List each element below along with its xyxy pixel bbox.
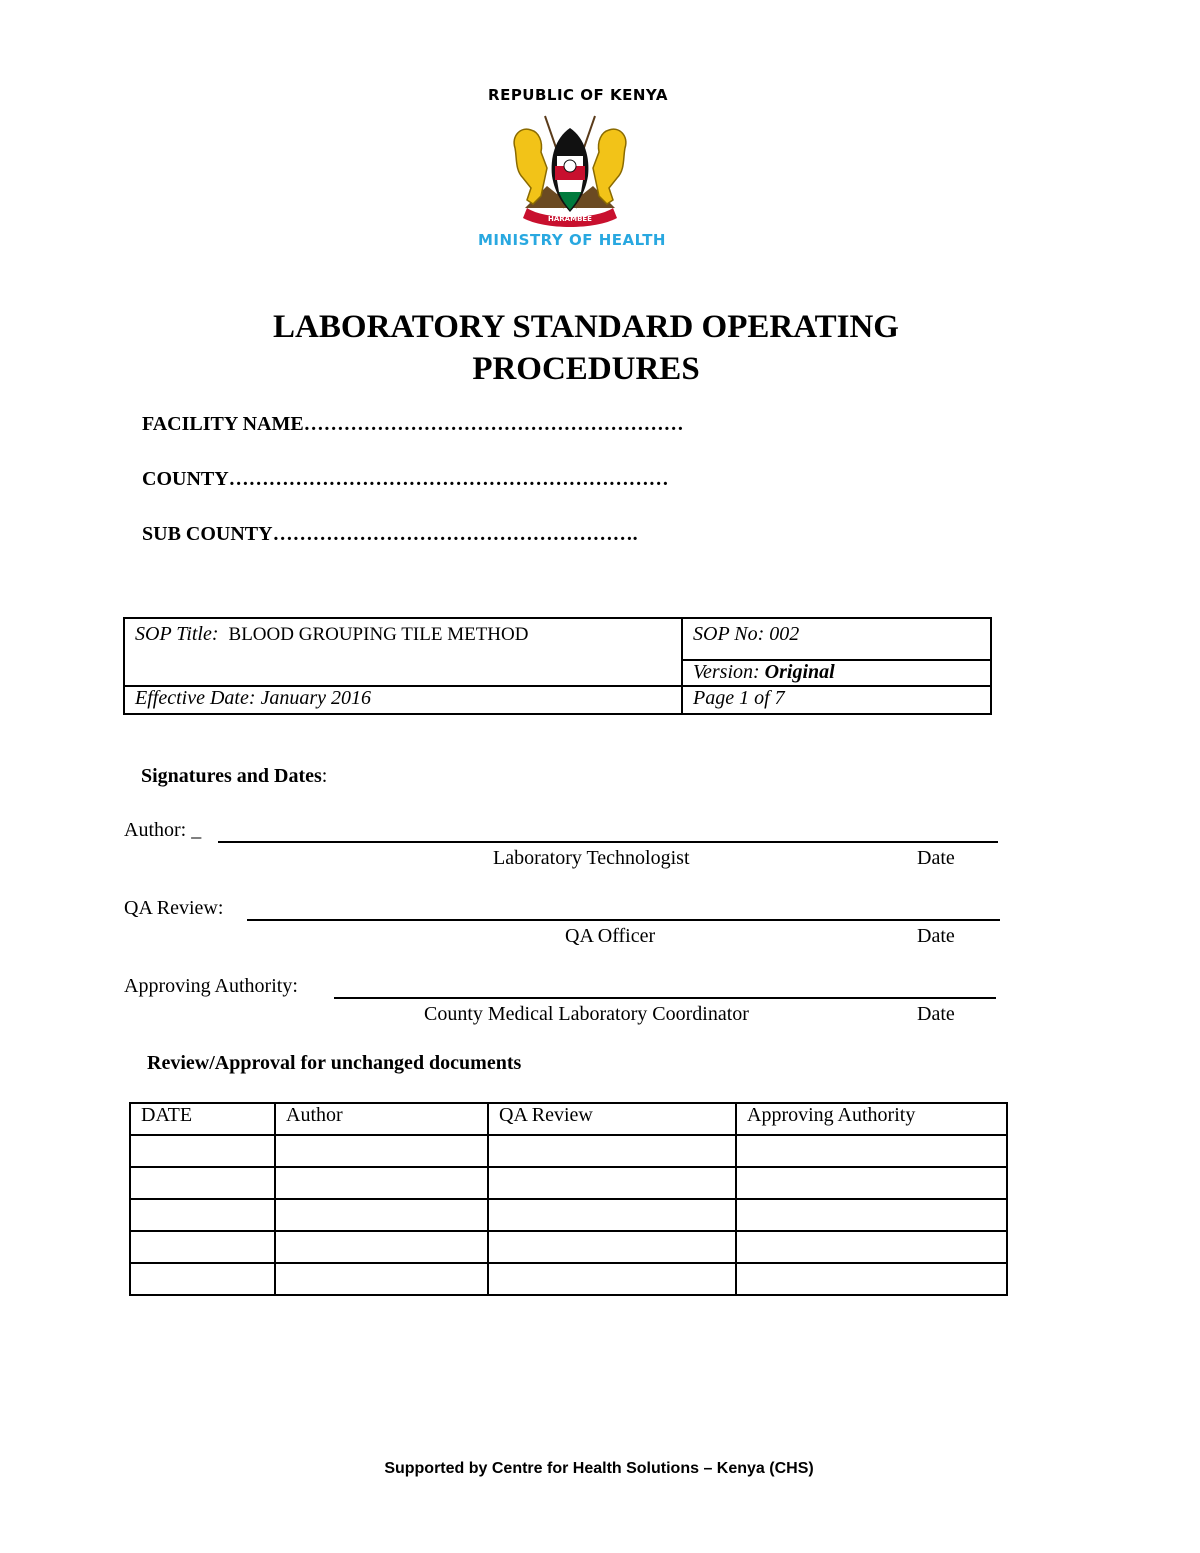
title-line-1: LABORATORY STANDARD OPERATING — [273, 309, 899, 345]
author-role: Laboratory Technologist — [493, 847, 690, 869]
signatures-heading-text: Signatures and Dates — [141, 765, 322, 787]
review-approval-heading: Review/Approval for unchanged documents — [147, 1052, 522, 1074]
table-cell[interactable] — [736, 1167, 1007, 1199]
table-cell[interactable] — [488, 1135, 736, 1167]
county-field: COUNTY………………………………………………………… — [142, 468, 669, 490]
table-row — [130, 1167, 1007, 1199]
table-row — [130, 1135, 1007, 1167]
author-date-label: Date — [917, 847, 955, 869]
approving-authority-label: Approving Authority: — [124, 975, 298, 997]
sop-version-cell — [682, 660, 991, 686]
table-cell[interactable] — [736, 1135, 1007, 1167]
sop-version-value: Original — [764, 661, 835, 683]
column-header-approving-authority: Approving Authority — [736, 1103, 1007, 1135]
author-signature-line[interactable] — [218, 841, 998, 843]
footer-supported-by: Supported by Centre for Health Solutions – Kenya (CHS) — [384, 1460, 814, 1477]
table-cell[interactable] — [488, 1263, 736, 1295]
table-cell[interactable] — [130, 1135, 275, 1167]
signatures-heading-colon: : — [321, 765, 328, 787]
sop-page-cell: Page 1 of 7 — [682, 686, 991, 714]
author-label: Author: _ — [124, 819, 202, 841]
column-header-date: DATE — [130, 1103, 275, 1135]
sop-number-cell: SOP No: 002 — [682, 618, 991, 660]
table-cell[interactable] — [130, 1199, 275, 1231]
table-cell[interactable] — [488, 1167, 736, 1199]
sub-county-field: SUB COUNTY………………………………………………. — [142, 523, 638, 545]
table-cell[interactable] — [488, 1231, 736, 1263]
page-title — [0, 306, 1172, 390]
table-cell[interactable] — [275, 1263, 488, 1295]
table-cell[interactable] — [275, 1167, 488, 1199]
table-header-row — [130, 1103, 1007, 1135]
table-row — [130, 1263, 1007, 1295]
review-approval-table — [129, 1102, 1008, 1296]
table-cell[interactable] — [275, 1231, 488, 1263]
table-cell[interactable] — [488, 1199, 736, 1231]
sop-title-cell — [124, 618, 682, 686]
kenya-coat-of-arms-icon — [505, 108, 635, 230]
qa-signature-line[interactable] — [247, 919, 1000, 921]
table-cell[interactable] — [130, 1231, 275, 1263]
table-cell[interactable] — [275, 1135, 488, 1167]
qa-review-label: QA Review: — [124, 897, 224, 919]
republic-of-kenya-heading: REPUBLIC OF KENYA — [488, 86, 668, 104]
sop-title-value: BLOOD GROUPING TILE METHOD — [228, 624, 529, 645]
table-cell[interactable] — [736, 1199, 1007, 1231]
sop-title-label: SOP Title: — [135, 623, 219, 645]
table-cell[interactable] — [130, 1167, 275, 1199]
qa-date-label: Date — [917, 925, 955, 947]
sop-info-table — [123, 617, 992, 715]
approving-role: County Medical Laboratory Coordinator — [424, 1003, 749, 1025]
ministry-of-health-heading: MINISTRY OF HEALTH — [478, 231, 666, 249]
table-row — [130, 1231, 1007, 1263]
table-row — [130, 1199, 1007, 1231]
signatures-heading — [141, 765, 327, 788]
facility-name-field: FACILITY NAME………………………………………………… — [142, 413, 684, 435]
table-cell[interactable] — [736, 1263, 1007, 1295]
column-header-author: Author — [275, 1103, 488, 1135]
approving-date-label: Date — [917, 1003, 955, 1025]
table-cell[interactable] — [275, 1199, 488, 1231]
table-cell[interactable] — [130, 1263, 275, 1295]
sop-effective-date-cell: Effective Date: January 2016 — [124, 686, 682, 714]
approving-signature-line[interactable] — [334, 997, 996, 999]
emblem-motto: HARAMBEE — [548, 215, 592, 223]
table-cell[interactable] — [736, 1231, 1007, 1263]
title-line-2: PROCEDURES — [472, 351, 700, 387]
qa-role: QA Officer — [565, 925, 656, 947]
sop-version-label: Version: — [693, 661, 760, 683]
column-header-qa-review: QA Review — [488, 1103, 736, 1135]
